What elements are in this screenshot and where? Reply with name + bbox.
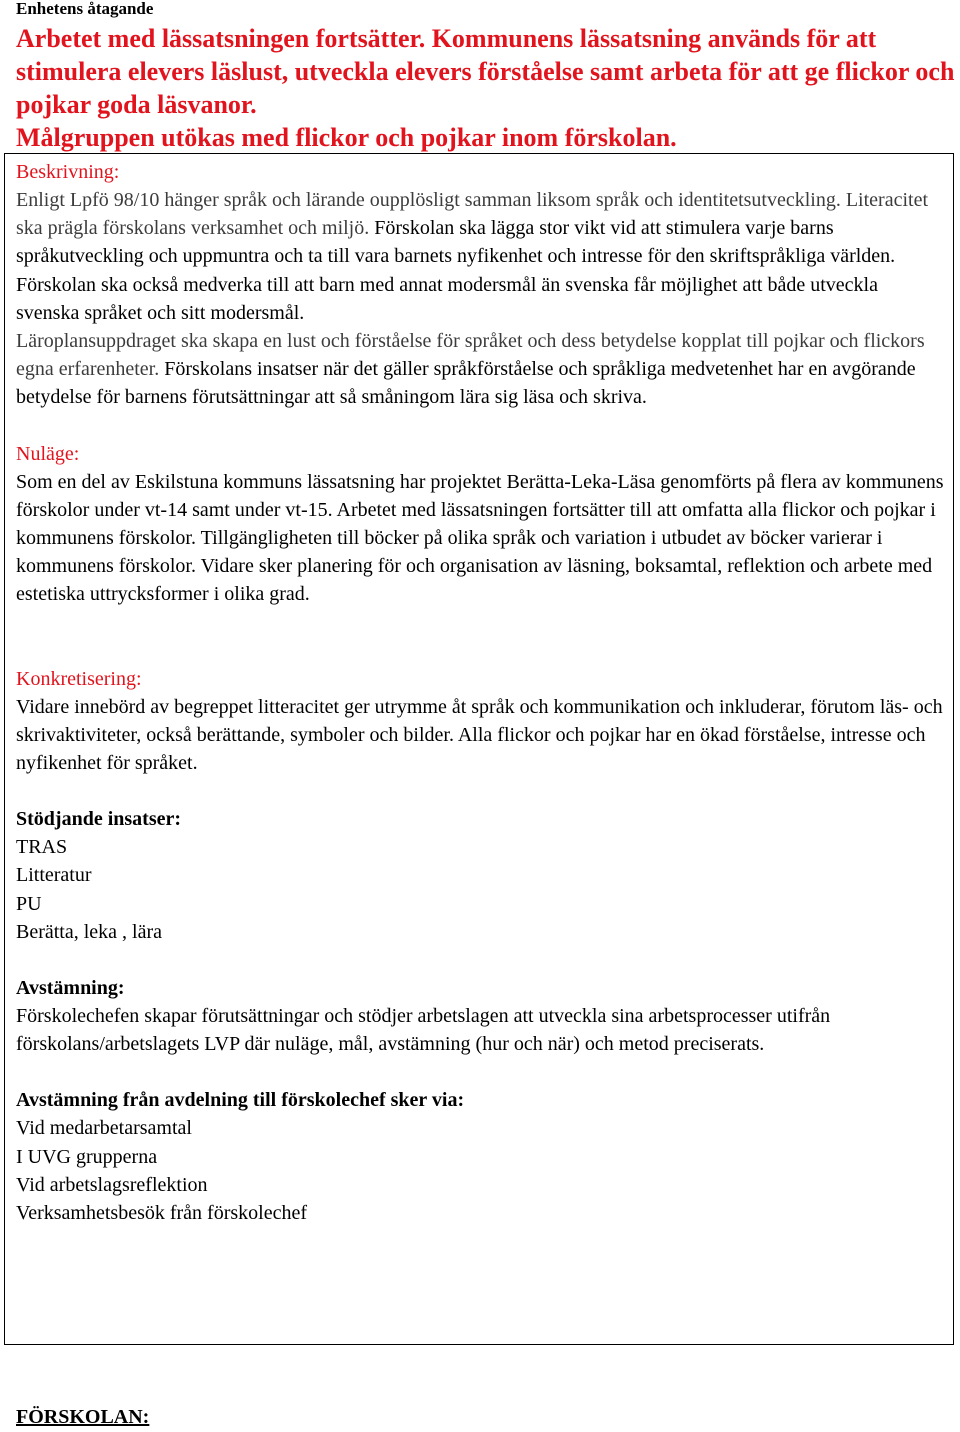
list-item: Verksamhetsbesök från förskolechef [16, 1202, 308, 1225]
list-item: Vid medarbetarsamtal [16, 1117, 192, 1140]
konkretisering-heading: Konkretisering: [16, 667, 142, 690]
commitment-text: Arbetet med lässatsningen fortsätter. Kommunens lässatsning används för att stimulera elevers läslust, utveckla elevers förståelse samt arbeta för att ge flickor och pojkar goda läsvanor. [16, 24, 955, 119]
avstamning-heading: Avstämning: [16, 977, 125, 1000]
list-item: PU [16, 892, 42, 915]
list-item: Vid arbetslagsreflektion [16, 1173, 208, 1196]
konkretisering-paragraph: Vidare innebörd av begreppet litteracitet ger utrymme åt språk och kommunikation och inkluderar, förutom läs- och skrivaktiviteter, också berättande, symboler och bilder. Alla flickor och pojkar har en ökad förståelse, intresse och nyfikenhet för språket. [16, 695, 943, 775]
avstamning-avdelning-heading: Avstämning från avdelning till förskolechef sker via: [16, 1089, 465, 1112]
beskrivning-paragraph-1 [16, 186, 946, 327]
nulage-heading: Nuläge: [16, 442, 80, 465]
forskolan-heading: FÖRSKOLAN: [16, 1406, 150, 1428]
stodjande-heading: Stödjande insatser: [16, 808, 182, 831]
beskrivning-p2-black: Förskolans insatser när det gäller språkförståelse och språkliga medvetenhet har en avgörande betydelse för barnens förutsättningar att så småningom lära sig läsa och skriva. [16, 358, 916, 409]
commitment-statement [16, 22, 956, 154]
content-box [4, 153, 954, 1345]
beskrivning-p1-gray: Enligt Lpfö 98/10 hänger språk och lärande oupplösligt samman liksom språk och identitetsutveckling. Literacitet ska prägla förskolans verksamhet och miljö. [16, 189, 929, 240]
nulage-paragraph: Som en del av Eskilstuna kommuns lässatsning har projektet Berätta-Leka-Läsa genomförts på flera av kommunens förskolor under vt-14 samt under vt-15. Arbetet med lässatsningen fortsätter till att omfatta alla flickor och pojkar i kommunens förskolor. Tillgängligheten till böcker på olika språk och variation i utbudet av böcker varierar i kommunens förskolor. Vidare sker planering för och organisation av läsning, boksamtal, reflektion och arbete med estetiska uttrycksformer i olika grad. [16, 470, 944, 606]
avstamning-paragraph: Förskolechefen skapar förutsättningar och stödjer arbetslagen att utveckla sina arbetsprocesser utifrån förskolans/arbetslagets LVP där nuläge, mål, avstämning (hur och när) och metod preciserats. [16, 1005, 831, 1056]
beskrivning-paragraph-2 [16, 327, 946, 412]
list-item: TRAS [16, 836, 68, 859]
section-label: Enhetens åtagande [16, 0, 154, 18]
list-item: Litteratur [16, 864, 92, 887]
beskrivning-heading: Beskrivning: [16, 161, 120, 183]
beskrivning-p2-gray: Läroplansuppdraget ska skapa en lust och förståelse för språket och dess betydelse kopplat till pojkar och flickors egna erfarenheter. [16, 330, 925, 381]
beskrivning-p1-black: Förskolan ska lägga stor vikt vid att stimulera varje barns språkutveckling och uppmuntra och ta till vara barnets nyfikenhet och intresse för den skriftspråkliga världen. Förskolan ska också medverka till att barn med annat modersmål än svenska får möjlighet att både utveckla svenska språket och sitt modersmål. [16, 217, 896, 324]
target-group-text: Målgruppen utökas med flickor och pojkar inom förskolan. [16, 123, 677, 152]
content-body [16, 158, 946, 1227]
list-item: I UVG grupperna [16, 1145, 158, 1168]
list-item: Berätta, leka , lära [16, 920, 163, 943]
